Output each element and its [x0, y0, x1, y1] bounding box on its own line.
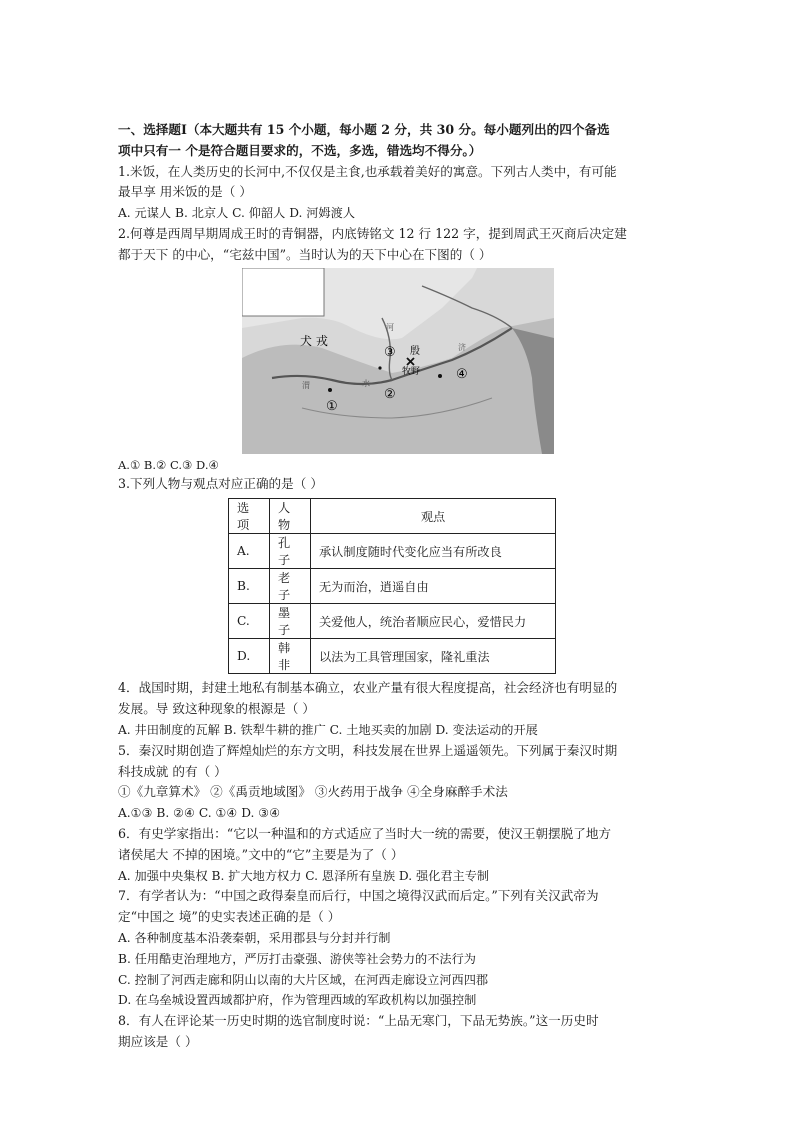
map-illustration	[242, 268, 554, 454]
q3-stem: 3.下列人物与观点对应正确的是（ ）	[118, 475, 323, 491]
table-cell-option: A.	[229, 534, 270, 569]
western-zhou-map	[242, 268, 554, 454]
q6-options: A. 加强中央集权 B. 扩大地方权力 C. 恩泽所有皇族 D. 强化君主专制	[118, 868, 490, 883]
exam-page	[118, 120, 678, 1053]
q7-option-d: D. 在乌垒城设置西域都护府，作为管理西域的军政机构以加强控制	[118, 993, 477, 1008]
q4-options: A. 井田制度的瓦解 B. 铁犁牛耕的推广 C. 土地买卖的加剧 D. 变法运动的开展	[118, 722, 538, 737]
map-marker-3: ③	[384, 344, 396, 360]
table-cell-option: B.	[229, 569, 270, 604]
q5-items: ①《九章算术》 ②《禹贡地域图》 ③火药用于战争 ④全身麻醉手术法	[118, 784, 508, 800]
q5-stem-line-2: 科技成就 的有（ ）	[118, 763, 227, 779]
q6-stem-line-2: 诸侯尾大 不掉的困境。”文中的“它”主要是为了（ ）	[118, 846, 404, 862]
q5-options: A.①③ B. ②④ C. ①④ D. ③④	[118, 806, 281, 821]
map-river-ji: 济	[458, 342, 466, 352]
table-cell-person: 墨子	[270, 604, 311, 639]
table-header-row	[229, 499, 556, 534]
q8-stem-line-2: 期应该是（ ）	[118, 1033, 198, 1049]
map-label-quanrong: 犬 戎	[300, 333, 328, 348]
q6-stem-line-1: 6．有史学家指出：“它以一种温和的方式适应了当时大一统的需要，使汉王朝摆脱了地方	[118, 825, 612, 841]
table-cell-view: 以法为工具管理国家，隆礼重法	[311, 639, 556, 674]
table-header-view: 观点	[311, 499, 556, 534]
map-river-shui: 水	[362, 378, 370, 388]
table-cell-view: 关爱他人，统治者顺应民心，爱惜民力	[311, 604, 556, 639]
table-cell-person: 孔子	[270, 534, 311, 569]
q1-stem-line-2: 最早享 用米饭的是（ ）	[118, 184, 252, 200]
q4-stem-line-2: 发展。导 致这种现象的根源是（ ）	[118, 701, 315, 717]
table-row	[229, 639, 556, 674]
q3-table	[228, 498, 556, 674]
table-row	[229, 604, 556, 639]
table-cell-option: C.	[229, 604, 270, 639]
q1-stem-line-1: 1.米饭，在人类历史的长河中,不仅仅是主食,也承载着美好的寓意。下列古人类中，有可能	[118, 163, 617, 179]
q2-options: A.① B.② C.③ D.④	[118, 457, 219, 472]
map-label-muye: 牧野	[402, 366, 421, 377]
table-row	[229, 534, 556, 569]
table-cell-option: D.	[229, 639, 270, 674]
q7-stem-line-1: 7．有学者认为：“中国之政得秦皇而后行，中国之境得汉武而后定。”下列有关汉武帝为	[118, 888, 599, 904]
q2-stem-line-2: 都于天下 的中心，“宅兹中国”。当时认为的天下中心在下图的（ ）	[118, 246, 492, 262]
q4-stem-line-1: 4．战国时期，封建土地私有制基本确立，农业产量有很大程度提高，社会经济也有明显的	[118, 680, 618, 696]
q1-options: A. 元谋人 B. 北京人 C. 仰韶人 D. 河姆渡人	[118, 206, 356, 221]
q7-option-c: C. 控制了河西走廊和阴山以南的大片区域，在河西走廊设立河西四郡	[118, 972, 489, 987]
q8-stem-line-1: 8．有人在评论某一历史时期的选官制度时说：“上品无寒门，下品无势族。”这一历史时	[118, 1013, 599, 1029]
map-label-yin: 殷	[410, 345, 420, 357]
q7-option-a: A. 各种制度基本沿袭秦朝，采用郡县与分封并行制	[118, 930, 391, 945]
map-river-he: 河	[386, 322, 394, 332]
table-cell-person: 老子	[270, 569, 311, 604]
section-header-line-1: 一、选择题Ⅰ（本大题共有 15 个小题，每小题 2 分，共 30 分。每小题列出的四个备选	[118, 122, 610, 137]
q7-option-b: B. 任用酷吏治理地方，严厉打击豪强、游侠等社会势力的不法行为	[118, 951, 476, 966]
table-cell-view: 承认制度随时代变化应当有所改良	[311, 534, 556, 569]
table-header-option: 选项	[229, 499, 270, 534]
table-cell-view: 无为而治，逍遥自由	[311, 569, 556, 604]
map-marker-2: ②	[384, 386, 396, 402]
section-header-line-2: 项中只有一 个是符合题目要求的，不选，多选，错选均不得分。）	[118, 142, 482, 158]
table-row	[229, 569, 556, 604]
table-cell-person: 韩非	[270, 639, 311, 674]
map-marker-1: ①	[326, 398, 338, 414]
table-header-person: 人物	[270, 499, 311, 534]
q5-stem-line-1: 5．秦汉时期创造了辉煌灿烂的东方文明，科技发展在世界上遥遥领先。下列属于秦汉时期	[118, 742, 618, 758]
map-marker-4: ④	[456, 366, 468, 382]
q2-stem-line-1: 2.何尊是西周早期周成王时的青铜器，内底铸铭文 12 行 122 字，提到周武王灭商后决定建	[118, 225, 627, 241]
q7-stem-line-2: 定“中国之 境”的史实表述正确的是（ ）	[118, 909, 341, 925]
map-river-wei: 渭	[302, 380, 310, 390]
